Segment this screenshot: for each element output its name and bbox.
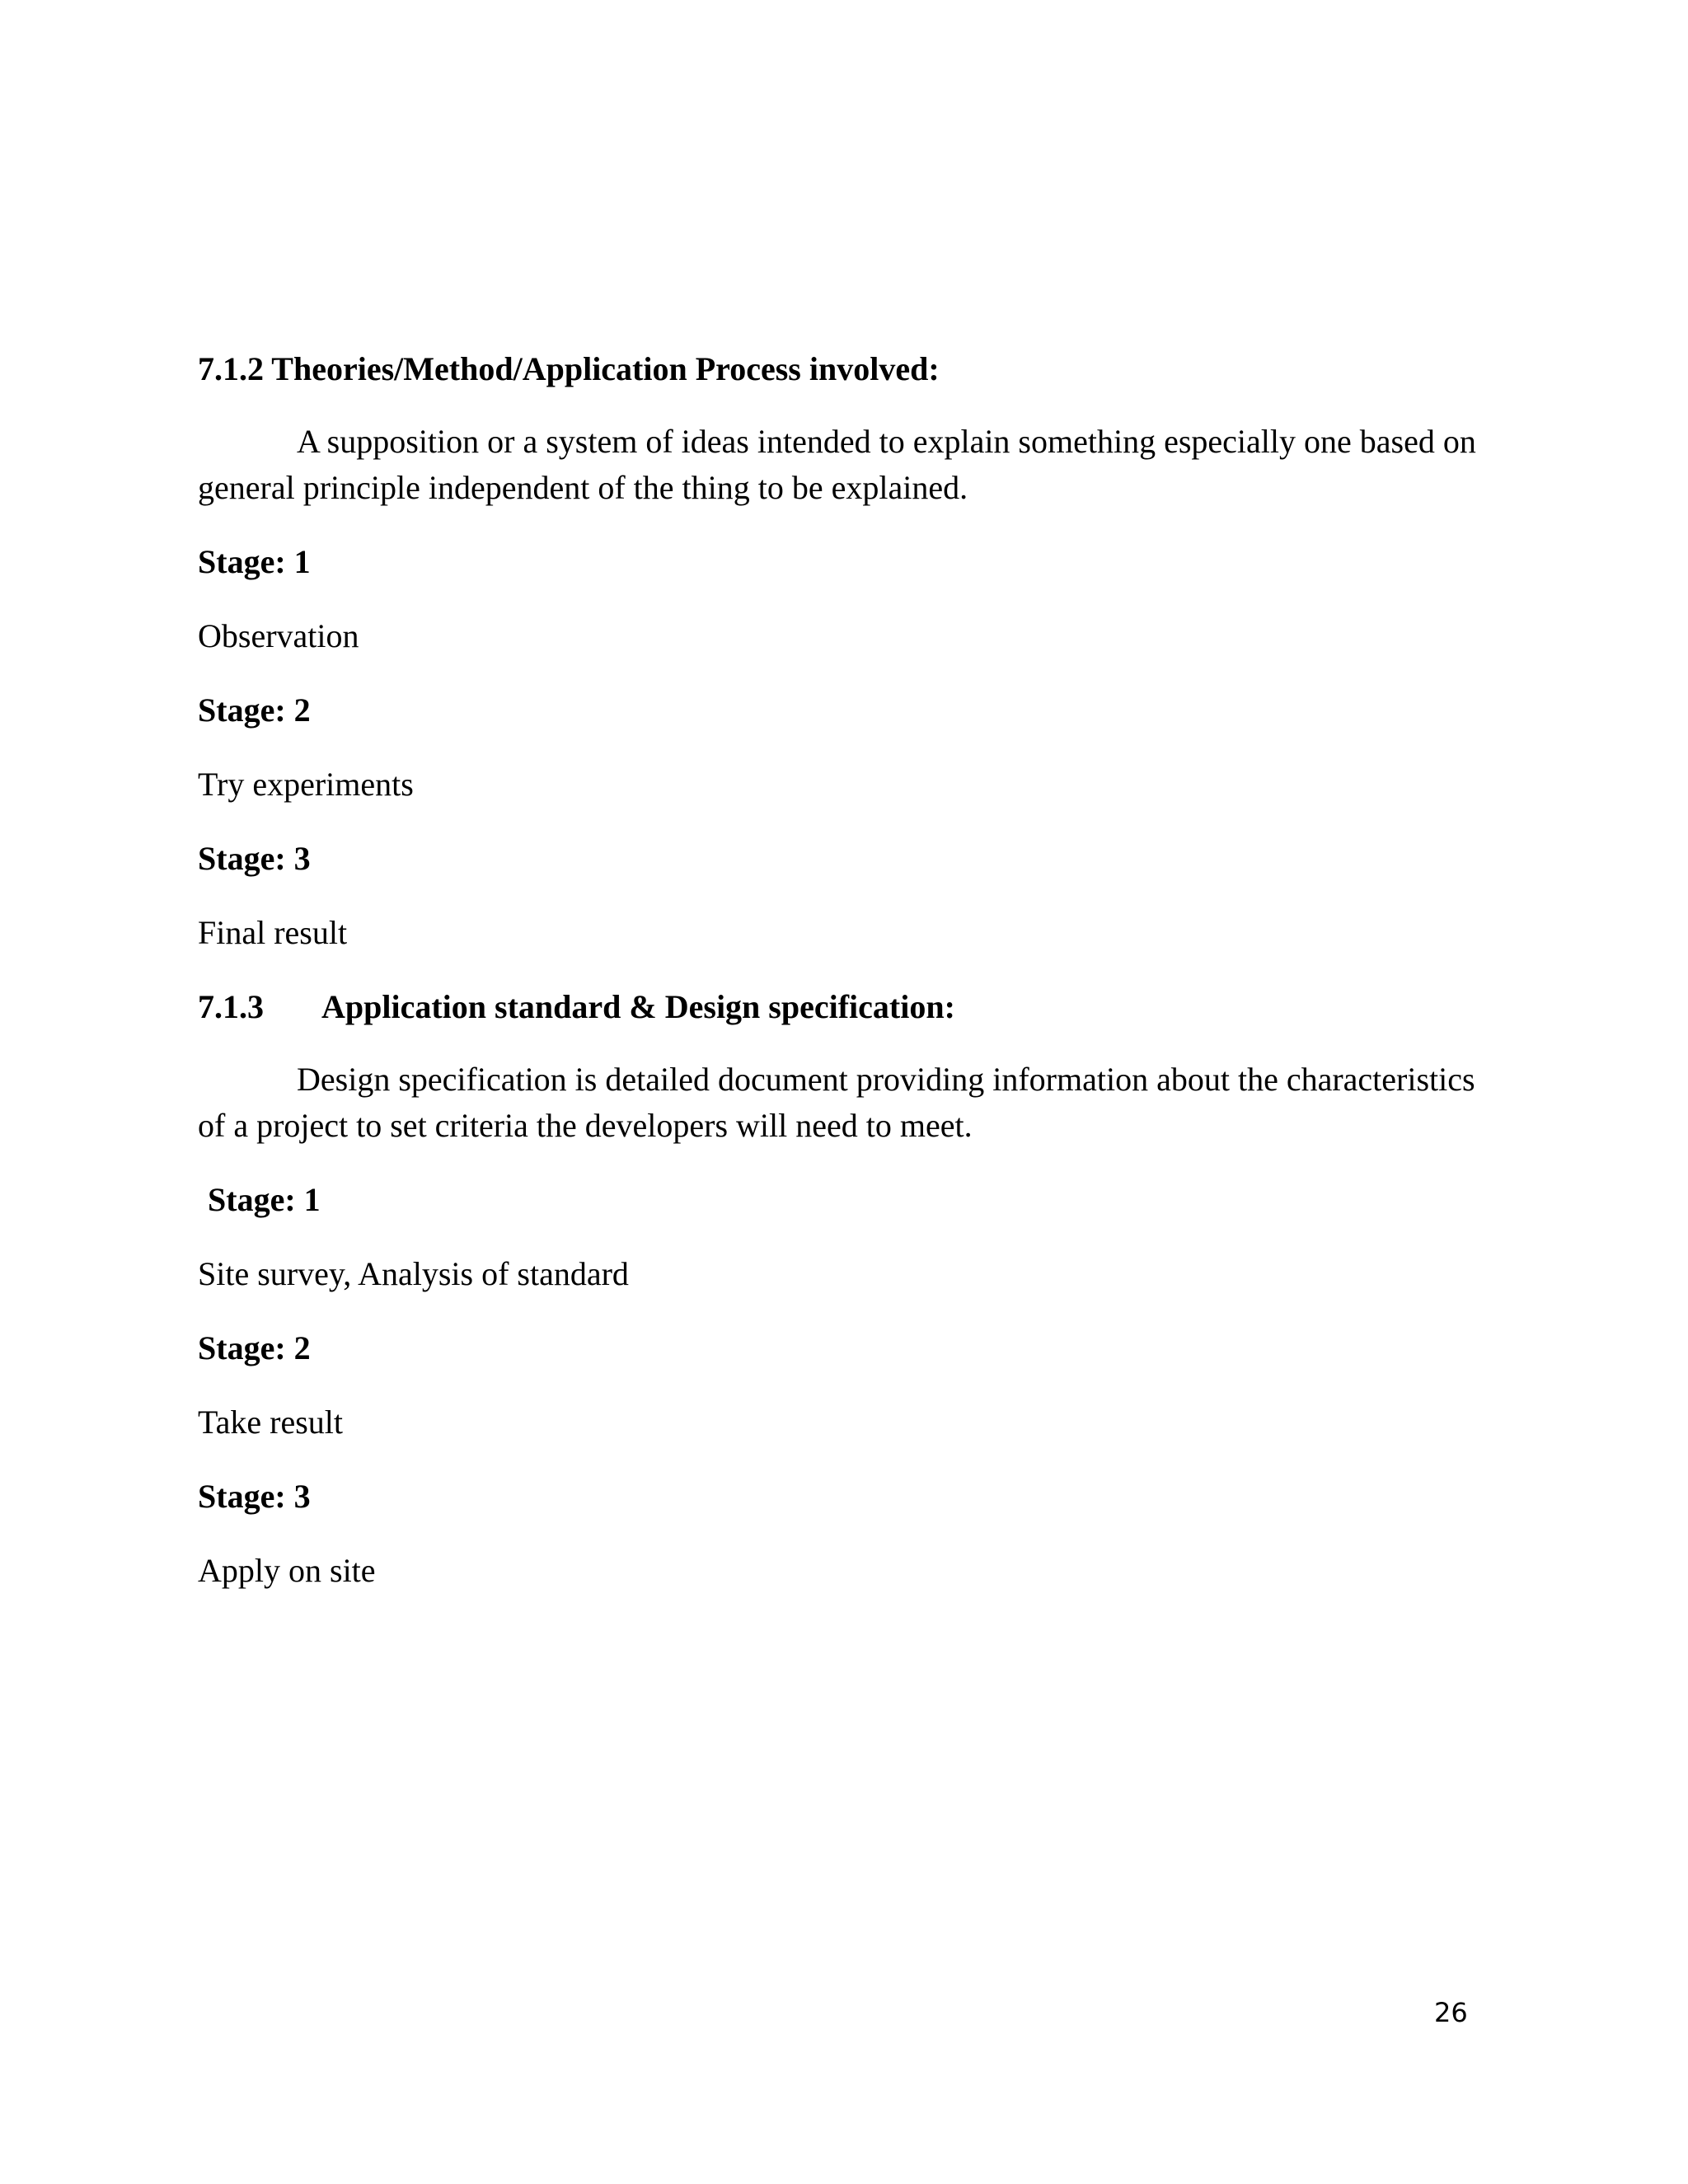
section-heading-7-1-3 [198, 984, 1484, 1030]
section-paragraph: A supposition or a system of ideas intended to explain something especially one based on general principle independent of the thing to be explained. [198, 423, 1476, 506]
section-number: 7.1.2 [198, 350, 264, 387]
section-number: 7.1.3 [198, 988, 264, 1025]
stage-text: Apply on site [198, 1552, 376, 1589]
stage-label: Stage: 1 [198, 543, 311, 580]
stage-label: Stage: 1 [208, 1181, 321, 1218]
section-title: Application standard & Design specification: [321, 988, 955, 1025]
section-paragraph: Design specification is detailed document providing information about the characteristics of a project to set criteria the developers will need to meet. [198, 1061, 1475, 1144]
stage-text: Take result [198, 1404, 344, 1441]
stage-label: Stage: 2 [198, 1329, 311, 1366]
stage-label: Stage: 2 [198, 691, 311, 729]
page-number: 26 [1434, 1997, 1468, 2028]
stage-text: Site survey, Analysis of standard [198, 1255, 629, 1292]
stage-label: Stage: 3 [198, 1478, 311, 1515]
stage-text: Try experiments [198, 766, 414, 803]
stage-text: Observation [198, 617, 359, 654]
section-title: Theories/Method/Application Process involved: [271, 350, 940, 387]
stage-text: Final result [198, 914, 348, 951]
page-content [198, 346, 1484, 1622]
section-heading-7-1-2 [198, 346, 1484, 392]
stage-label: Stage: 3 [198, 840, 311, 877]
